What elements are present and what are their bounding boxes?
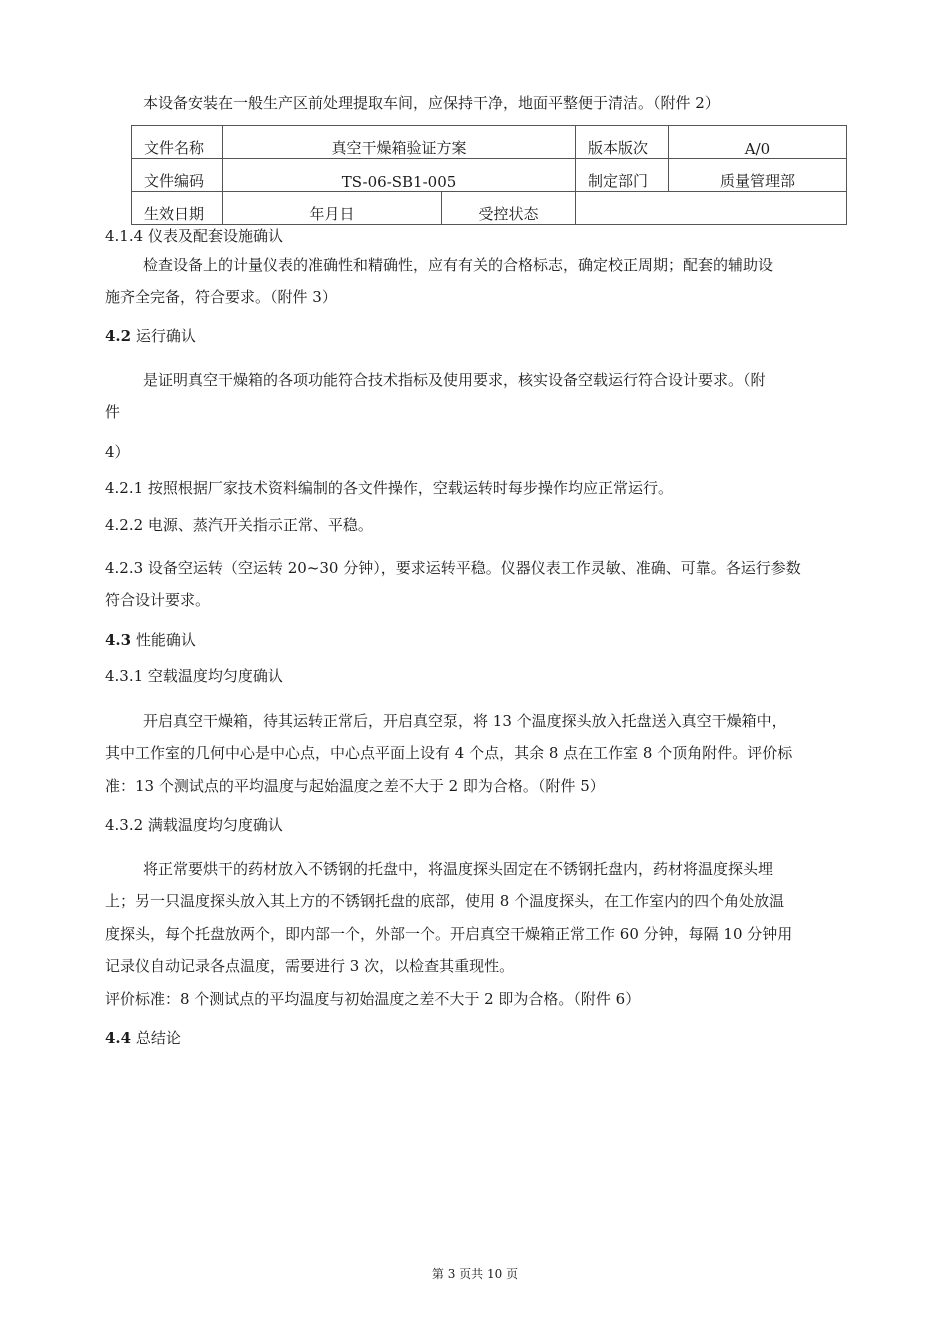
section-4-1-4-heading bbox=[105, 226, 283, 246]
control-status-value bbox=[576, 192, 847, 225]
version-label: 版本版次 bbox=[576, 126, 669, 159]
table-row bbox=[132, 159, 847, 192]
section-4-2-heading bbox=[105, 326, 196, 346]
file-code-value: TS-06-SB1-005 bbox=[223, 159, 576, 192]
department-value: 质量管理部 bbox=[669, 159, 847, 192]
section-4-2-1: 4.2.1 按照根据厂家技术资料编制的各文件操作，空载运转时每步操作均应正常运行。 bbox=[105, 479, 673, 497]
file-code-label: 文件编码 bbox=[132, 159, 223, 192]
section-number: 4.4 bbox=[105, 1029, 132, 1047]
section-4-2-3-line: 符合设计要求。 bbox=[105, 591, 211, 609]
section-4-3-2-line: 评价标准：8 个测试点的平均温度与初始温度之差不大于 2 即为合格。（附件 6） bbox=[105, 990, 641, 1008]
section-number: 4.2 bbox=[105, 327, 132, 345]
section-4-2-2: 4.2.2 电源、蒸汽开关指示正常、平稳。 bbox=[105, 516, 373, 534]
control-status-label: 受控状态 bbox=[442, 192, 576, 225]
page-footer: 第 3 页共 10 页 bbox=[431, 1267, 519, 1281]
section-4-1-4-line: 检查设备上的计量仪表的准确性和精确性，应有有关的合格标志，确定校正周期；配套的辅助设 bbox=[143, 256, 774, 274]
effective-date-value: 年月日 bbox=[223, 192, 442, 225]
section-4-3-1-heading: 4.3.1 空载温度均匀度确认 bbox=[105, 667, 283, 685]
section-4-2-line: 4） bbox=[105, 443, 130, 461]
department-label: 制定部门 bbox=[576, 159, 669, 192]
section-number: 4.1.4 bbox=[105, 227, 144, 245]
section-number: 4.3 bbox=[105, 631, 132, 649]
section-4-3-2-line: 记录仪自动记录各点温度，需要进行 3 次，以检查其重现性。 bbox=[105, 957, 515, 975]
section-4-4-heading bbox=[105, 1028, 181, 1048]
section-4-3-2-line: 上；另一只温度探头放入其上方的不锈钢托盘的底部，使用 8 个温度探头，在工作室内的四个角处放温 bbox=[105, 892, 785, 910]
section-4-3-2-line: 将正常要烘干的药材放入不锈钢的托盘中，将温度探头固定在不锈钢托盘内，药材将温度探头埋 bbox=[143, 860, 774, 878]
section-4-3-1-line: 开启真空干燥箱，待其运转正常后，开启真空泵，将 13 个温度探头放入托盘送入真空干燥箱中， bbox=[143, 712, 787, 730]
section-title: 总结论 bbox=[135, 1029, 181, 1047]
table-row bbox=[132, 192, 847, 225]
section-4-2-line: 件 bbox=[105, 403, 121, 421]
section-4-2-3-line: 4.2.3 设备空运转（空运转 20~30 分钟），要求运转平稳。仪器仪表工作灵敏、准确、可靠。各运行参数 bbox=[105, 559, 801, 577]
effective-date-label: 生效日期 bbox=[132, 192, 223, 225]
section-4-1-4-line: 施齐全完备，符合要求。（附件 3） bbox=[105, 288, 337, 306]
file-name-label: 文件名称 bbox=[132, 126, 223, 159]
file-name-value: 真空干燥箱验证方案 bbox=[223, 126, 576, 159]
section-4-3-heading bbox=[105, 630, 196, 650]
section-4-2-line: 是证明真空干燥箱的各项功能符合技术指标及使用要求，核实设备空载运行符合设计要求。（附 bbox=[143, 371, 766, 389]
section-4-3-1-line: 其中工作室的几何中心是中心点，中心点平面上设有 4 个点，其余 8 点在工作室 8 个顶角附件。评价标 bbox=[105, 744, 793, 762]
section-title: 仪表及配套设施确认 bbox=[147, 227, 283, 245]
section-4-3-2-heading: 4.3.2 满载温度均匀度确认 bbox=[105, 816, 283, 834]
section-4-3-2-line: 度探头，每个托盘放两个，即内部一个，外部一个。开启真空干燥箱正常工作 60 分钟，每隔 10 分钟用 bbox=[105, 925, 793, 943]
version-value: A/0 bbox=[669, 126, 847, 159]
section-title: 运行确认 bbox=[135, 327, 196, 345]
document-info-table bbox=[131, 125, 847, 225]
intro-paragraph: 本设备安装在一般生产区前处理提取车间，应保持干净，地面平整便于清洁。（附件 2） bbox=[143, 94, 720, 112]
section-4-3-1-line: 准：13 个测试点的平均温度与起始温度之差不大于 2 即为合格。（附件 5） bbox=[105, 777, 605, 795]
section-title: 性能确认 bbox=[135, 631, 196, 649]
table-row bbox=[132, 126, 847, 159]
